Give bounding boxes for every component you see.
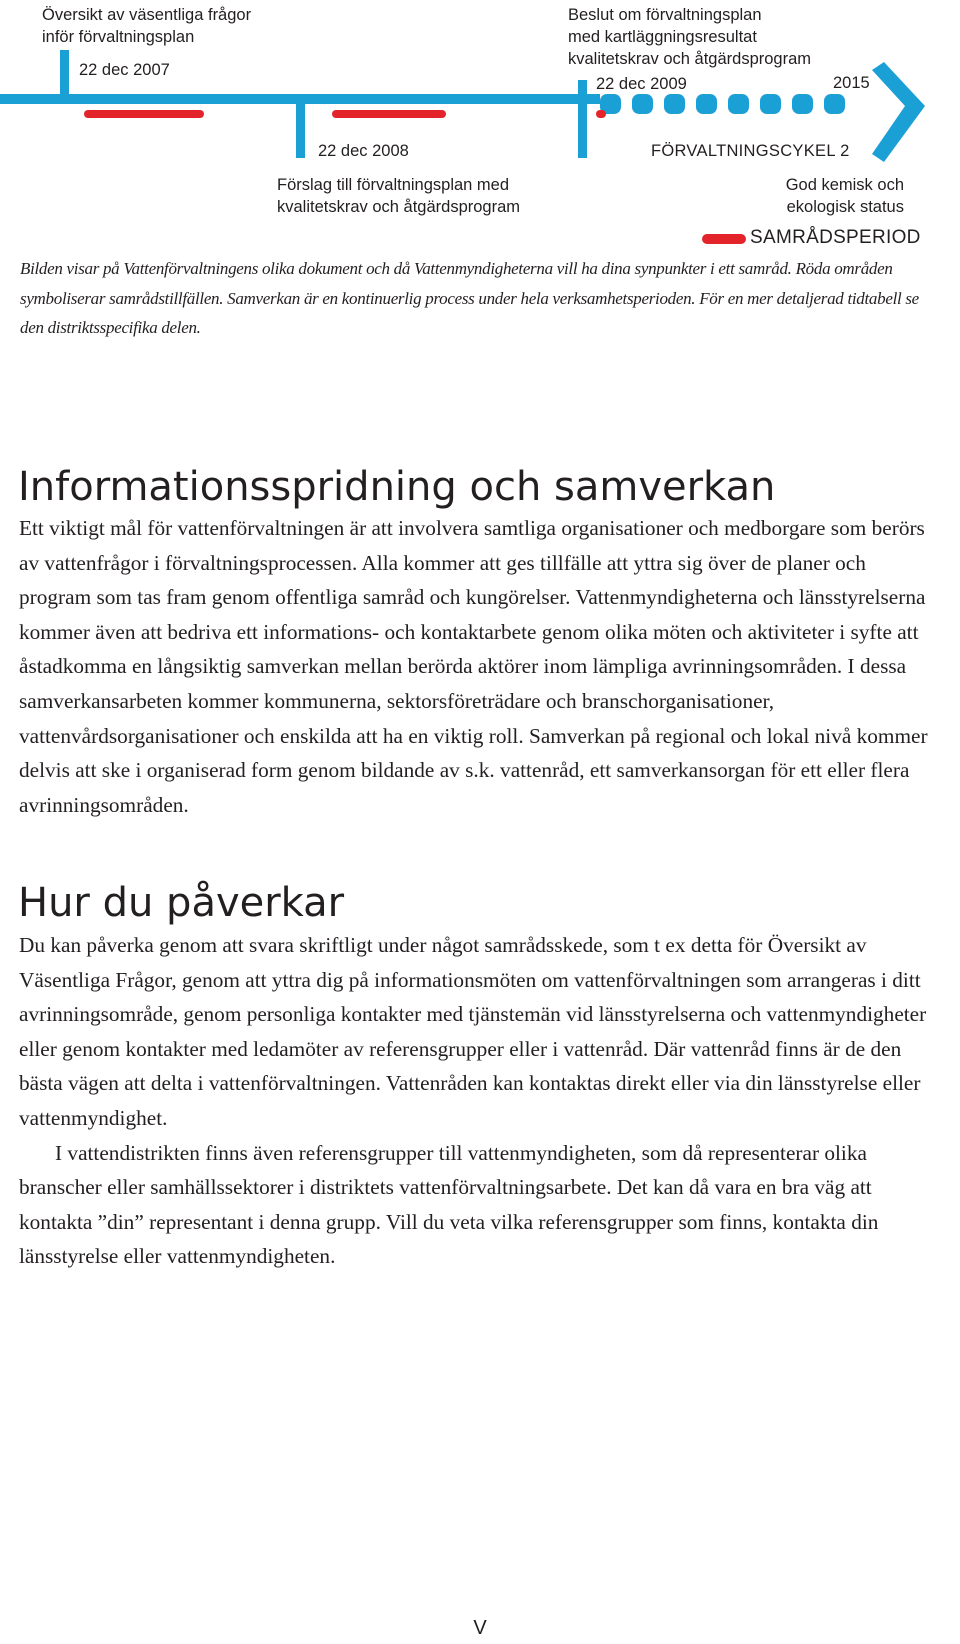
section-body-information: Ett viktigt mål för vattenförvaltningen är att involvera samtliga organisationer och medborgare som berörs av vattenfrågor i förvaltningsprocessen. Alla kommer att ges tillfälle att yttra sig över de planer och program som tas fram genom offentliga samråd och kungörelser. Vattenmyndigheterna och länsstyrelserna kommer även att bedriva ett informations- och kontaktarbete genom olika möten och aktiviteter i syfte att åstadkomma en långsiktig samverkan mellan berörda aktörer inom lämpliga avrinningsområden. I dessa samverkansarbeten kommer kommunerna, sektorsföreträdare och branschorganisationer, vattenvårdsorganisationer och enskilda att ha en viktig roll. Samverkan på regional och lokal nivå kommer delvis att ske i organiserad form genom bildande av s.k. vattenråd, ett samverkansorgan för ett eller flera avrinningsområden.	[19, 516, 928, 817]
timeline-dashed-line	[600, 94, 845, 114]
tick-2007	[60, 50, 69, 104]
figure-caption: Bilden visar på Vattenförvaltningens olika dokument och då Vattenmyndigheterna vill ha dina synpunkter i ett samråd. Röda områden symboliserar samrådstillfällen. Samverkan är en kontinuerlig process under hela verksamhetsperioden. För en mer detaljerad tidtabell se den distriktsspecifika delen.	[20, 259, 919, 337]
timeline-date-2008: 22 dec 2008	[318, 142, 409, 160]
timeline-label-overview: Översikt av väsentliga frågor inför förvaltningsplan	[42, 6, 252, 46]
timeline-date-2009: 22 dec 2009	[596, 75, 687, 93]
tick-2008	[296, 94, 305, 158]
consultation-period-1	[84, 110, 204, 118]
consultation-period-2	[332, 110, 446, 118]
timeline-label-proposal: Förslag till förvaltningsplan med kvalitetskrav och åtgärdsprogram	[277, 176, 521, 216]
section-heading-influence: Hur du påverkar	[18, 880, 345, 926]
consultation-period-3	[596, 110, 606, 118]
timeline-label-status: God kemisk och ekologisk status	[785, 176, 904, 216]
timeline-cycle-label: FÖRVALTNINGSCYKEL 2	[651, 142, 850, 160]
legend-consultation-swatch	[702, 234, 746, 244]
page-number: V	[473, 1617, 487, 1639]
section-body-influence	[19, 928, 941, 1274]
paragraph-1: Du kan påverka genom att svara skriftligt under något samrådsskede, som t ex detta för Översikt av Väsentliga Frågor, genom att yttra dig på informationsmöten om vattenförvaltningen som arrangeras i ditt avrinningsområde, genom personliga kontakter med tjänstemän vid länsstyrelserna och vattenmyndigheter eller genom kontakter med ledamöter av referensgrupper eller i vattenråd. Där vattenråd finns är de den bästa vägen att delta i vattenförvaltningen. Vattenråden kan kontaktas direkt eller via din länsstyrelse eller vattenmyndighet.	[19, 933, 927, 1130]
timeline-arrow-icon	[872, 62, 925, 162]
legend-label: SAMRÅDSPERIOD	[750, 227, 921, 248]
timeline-date-2007: 22 dec 2007	[79, 61, 170, 79]
section-heading-information: Informationsspridning och samverkan	[18, 464, 776, 510]
timeline-label-decision: Beslut om förvaltningsplan med kartläggningsresultat kvalitetskrav och åtgärdsprogram	[568, 6, 812, 68]
tick-2009	[578, 80, 587, 158]
paragraph-2: I vattendistrikten finns även referensgrupper till vattenmyndigheten, som då representerar olika branscher eller samhällssektorer i distriktets vattenförvaltningsarbete. Det kan då vara en bra väg att kontakta ”din” representant i denna grupp. Vill du veta vilka referensgrupper som finns, kontakta din länsstyrelse eller vattenmyndigheten.	[19, 1140, 879, 1269]
timeline-year-2015: 2015	[833, 74, 870, 92]
